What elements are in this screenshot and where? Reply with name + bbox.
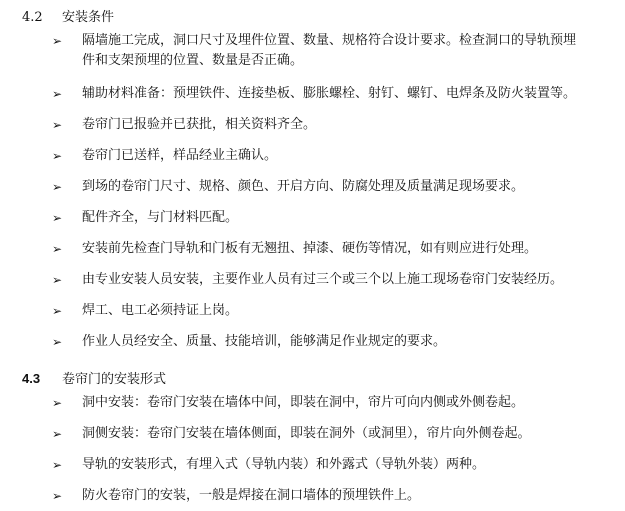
arrow-bullet-icon: ➢ [52,211,63,225]
section-number: 4.3 [22,371,41,386]
list-item-text: 卷帘门已送样，样品经业主确认。 [82,148,278,163]
arrow-bullet-icon: ➢ [52,427,63,441]
list-item-text: 配件齐全，与门材料匹配。 [82,210,239,225]
list-item-text: 作业人员经安全、质量、技能培训，能够满足作业规定的要求。 [82,334,447,349]
list-item-text: 安装前先检查门导轨和门板有无翘扭、掉漆、硬伤等情况，如有则应进行处理。 [82,241,538,256]
arrow-bullet-icon: ➢ [52,242,63,256]
list-item-text: 由专业安装人员安装，主要作业人员有过三个或三个以上施工现场卷帘门安装经历。 [82,272,564,287]
list-item [52,31,622,71]
list-item-text: 焊工、电工必须持证上岗。 [82,303,239,318]
arrow-bullet-icon: ➢ [52,304,63,318]
section-title: 安装条件 [62,10,115,25]
arrow-bullet-icon: ➢ [52,458,63,472]
list-item-text: 辅助材料准备：预埋铁件、连接垫板、膨胀螺栓、射钉、螺钉、电焊条及防火装置等。 [82,86,577,101]
arrow-bullet-icon: ➢ [52,149,63,163]
arrow-bullet-icon: ➢ [52,489,63,503]
section-4-2-heading [22,10,114,26]
list-item-text-continued: 件和支架预埋的位置、数量是否正确。 [82,53,304,68]
list-item-text: 到场的卷帘门尺寸、规格、颜色、开启方向、防腐处理及质量满足现场要求。 [82,179,525,194]
arrow-bullet-icon: ➢ [52,87,63,101]
arrow-bullet-icon: ➢ [52,396,63,410]
list-item-text: 防火卷帘门的安装，一般是焊接在洞口墙体的预埋铁件上。 [82,488,421,503]
arrow-bullet-icon: ➢ [52,34,63,48]
arrow-bullet-icon: ➢ [52,180,63,194]
list-item-text: 导轨的安装形式，有埋入式（导轨内装）和外露式（导轨外装）两种。 [82,457,486,472]
list-item-text: 隔墙施工完成，洞口尺寸及埋件位置、数量、规格符合设计要求。检查洞口的导轨预埋 [82,33,577,48]
section-title: 卷帘门的安装形式 [62,372,167,387]
list-item-text: 洞中安装：卷帘门安装在墙体中间，即装在洞中，帘片可向内侧或外侧卷起。 [82,395,525,410]
arrow-bullet-icon: ➢ [52,118,63,132]
section-4-3-heading [22,371,166,388]
arrow-bullet-icon: ➢ [52,273,63,287]
section-number: 4.2 [22,10,43,25]
list-item-text: 洞侧安装：卷帘门安装在墙体侧面，即装在洞外（或洞里），帘片向外侧卷起。 [82,426,531,441]
arrow-bullet-icon: ➢ [52,335,63,349]
list-item-text: 卷帘门已报验并已获批，相关资料齐全。 [82,117,317,132]
